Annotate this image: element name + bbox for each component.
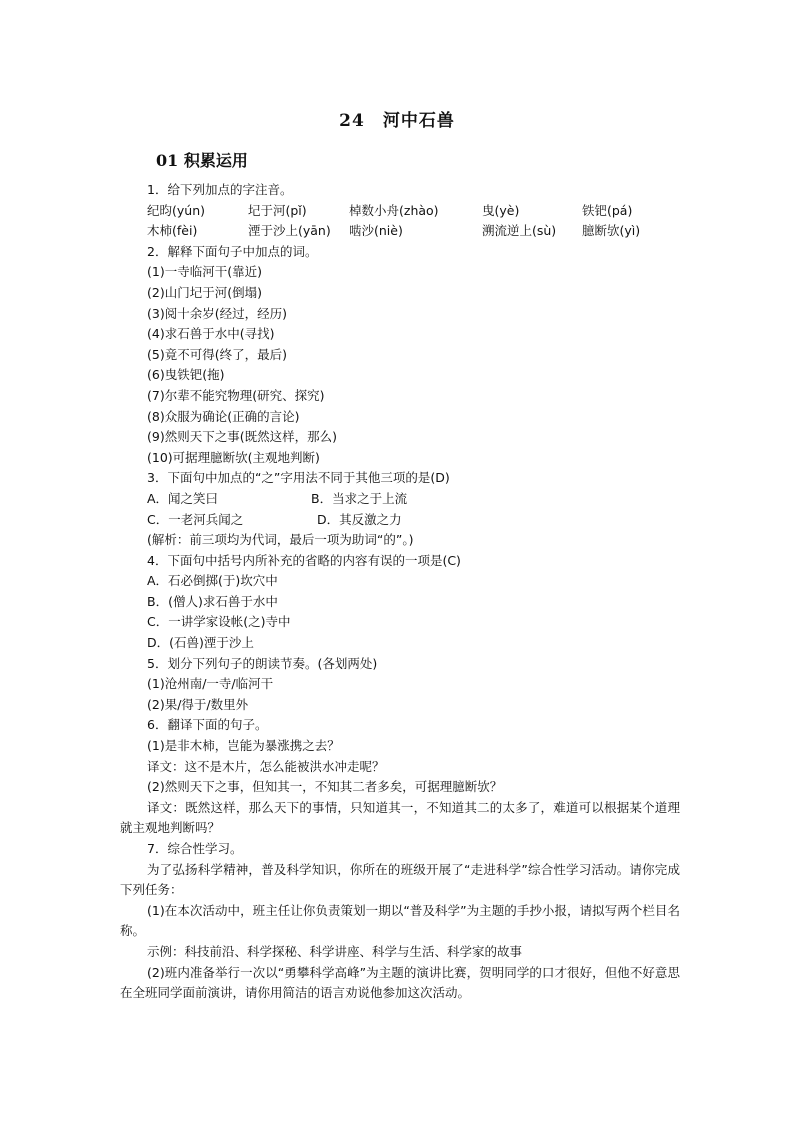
list-item: (9)然则天下之事(既然这样，那么) <box>147 429 337 445</box>
list-item: (1)一寺临河干(靠近) <box>147 264 262 280</box>
pinyin-item: 啮沙(niè) <box>349 223 403 239</box>
question-4-stem: 4．下面句中括号内所补充的省略的内容有误的一项是(C) <box>147 552 461 568</box>
list-item: (4)求石兽于水中(寻找) <box>147 326 275 342</box>
list-item: D．(石兽)湮于沙上 <box>147 635 254 651</box>
pinyin-item: 臆断欤(yì) <box>582 223 641 239</box>
pinyin-item: 溯流逆上(sù) <box>482 223 557 239</box>
q7-intro: 为了弘扬科学精神，普及科学知识，你所在的班级开展了“走进科学”综合性学习活动。请你完成下列任务： <box>120 861 680 898</box>
question-6-stem: 6．翻译下面的句子。 <box>147 717 268 733</box>
sentence-1: (1)是非木柿，岂能为暴涨携之去？ <box>147 738 340 754</box>
pinyin-item: 湮于沙上(yān) <box>248 223 331 239</box>
pinyin-item: 铁钯(pá) <box>582 202 633 218</box>
q7-example: 示例：科技前沿、科学探秘、科学讲座、科学与生活、科学家的故事 <box>147 943 523 959</box>
question-1-stem: 1．给下列加点的字注音。 <box>147 182 293 197</box>
exercise-content <box>120 180 680 1004</box>
sentence-2: (2)然则天下之事，但知其一，不知其二者多矣，可据理臆断欤？ <box>147 779 503 795</box>
q7-task-2: (2)班内准备举行一次以“勇攀科学高峰”为主题的演讲比赛，贺明同学的口才很好，但他不好意思在全班同学面前演讲，请你用简洁的语言劝说他参加这次活动。 <box>120 964 680 1001</box>
list-item: A．石必倒掷(于)坎穴中 <box>147 573 278 589</box>
question-3-stem: 3．下面句中加点的“之”字用法不同于其他三项的是(D) <box>147 470 450 486</box>
options-row-1 <box>120 489 680 510</box>
pinyin-item: 木柿(fèi) <box>147 223 198 239</box>
list-item: (5)竟不可得(终了，最后) <box>147 346 287 362</box>
q7-task-1: (1)在本次活动中，班主任让你负责策划一期以“普及科学”为主题的手抄小报，请拟写两个栏目名称。 <box>120 902 680 939</box>
list-item: B．(僧人)求石兽于水中 <box>147 593 278 609</box>
list-item: (10)可据理臆断欤(主观地判断) <box>147 449 320 465</box>
list-item: (2)山门圮于河(倒塌) <box>147 284 262 300</box>
pinyin-item: 纪昀(yún) <box>147 202 205 218</box>
section-heading: 01 积累运用 <box>156 151 248 170</box>
option-c: C．一老河兵闻之 <box>147 511 244 527</box>
list-item: (6)曳铁钯(拖) <box>147 367 225 383</box>
list-item: C．一讲学家设帐(之)寺中 <box>147 614 291 630</box>
option-a: A．闻之笑曰 <box>147 490 219 506</box>
page-title: 24 河中石兽 <box>339 111 455 131</box>
list-item: (7)尔辈不能究物理(研究、探究) <box>147 387 325 403</box>
list-item: (8)众服为确论(正确的言论) <box>147 408 300 424</box>
pinyin-item: 棹数小舟(zhào) <box>349 202 439 218</box>
list-item: (1)沧州南/一寺/临河干 <box>147 676 274 692</box>
options-row-2 <box>120 510 680 531</box>
question-2-stem: 2．解释下面句子中加点的词。 <box>147 243 318 259</box>
explanation-note: (解析：前三项均为代词，最后一项为助词“的”。) <box>147 532 414 548</box>
question-7-stem: 7．综合性学习。 <box>147 841 243 856</box>
question-5-stem: 5．划分下列句子的朗读节奏。(各划两处) <box>147 655 378 671</box>
option-b: B．当求之于上流 <box>311 490 408 506</box>
pinyin-item: 圮于河(pǐ) <box>248 202 307 218</box>
pinyin-item: 曳(yè) <box>482 202 520 218</box>
list-item: (2)果/得于/数里外 <box>147 696 249 712</box>
translation-2: 译文：既然这样，那么天下的事情，只知道其一，不知道其二的太多了，难道可以根据某个道理就主观地判断吗？ <box>120 799 680 836</box>
option-d: D．其反激之力 <box>317 511 402 527</box>
pinyin-row-1 <box>120 201 680 222</box>
list-item: (3)阅十余岁(经过，经历) <box>147 305 287 321</box>
translation-1: 译文：这不是木片，怎么能被洪水冲走呢？ <box>147 758 385 774</box>
pinyin-row-2 <box>120 221 680 242</box>
